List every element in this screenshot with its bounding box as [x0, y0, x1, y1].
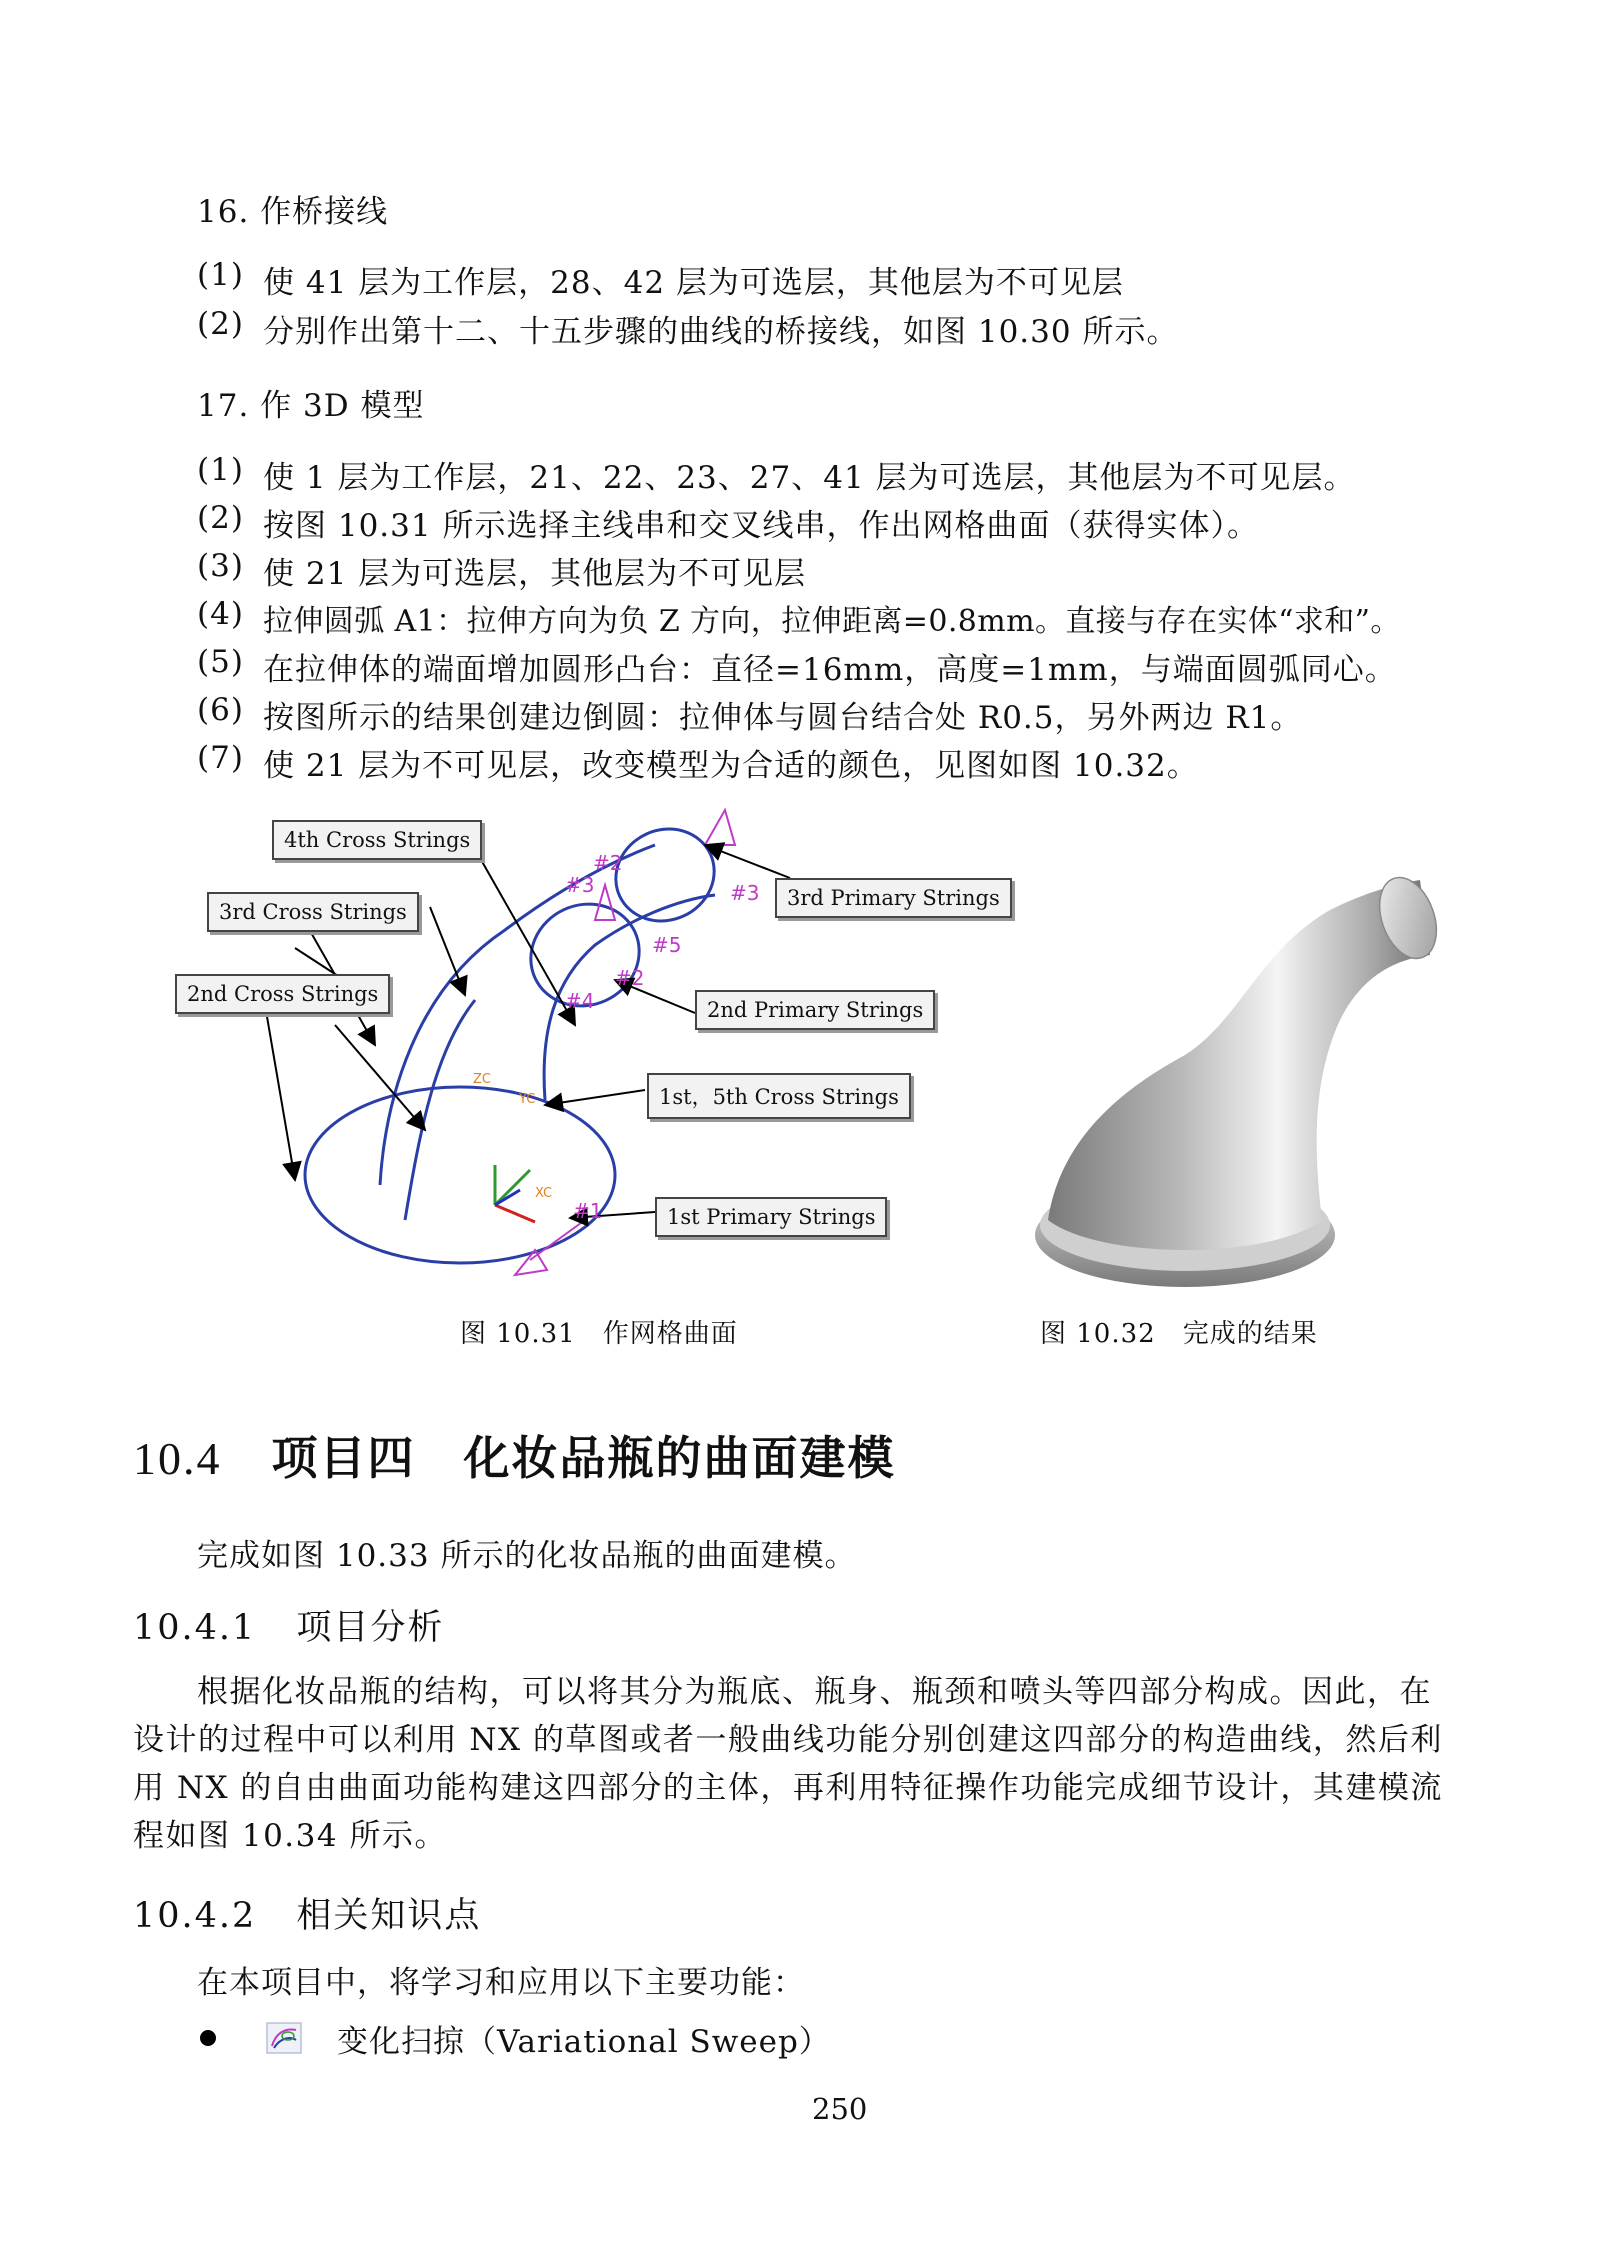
step-17-item-6-num: (6): [197, 692, 244, 728]
callout-4th-cross-strings: 4th Cross Strings: [272, 820, 482, 860]
step-16-item-1-text: 使 41 层为工作层，28、42 层为可选层，其他层为不可见层: [263, 265, 1124, 301]
mark-3: #3: [565, 873, 595, 897]
subsection-10-4-1: [133, 1600, 444, 1650]
subsection-title: 项目分析: [296, 1608, 445, 1648]
step-17-item-4-text: 拉伸圆弧 A1：拉伸方向为负 Z 方向，拉伸距离=0.8mm。直接与存在实体“求和”。: [263, 604, 1401, 639]
step-17-item-3-text: 使 21 层为可选层，其他层为不可见层: [263, 556, 807, 592]
step-17-item-6-text: 按图所示的结果创建边倒圆：拉伸体与圆台结合处 R0.5，另外两边 R1。: [263, 700, 1303, 736]
figure-10-31: [175, 800, 1000, 1290]
top-ellipse-curve: [601, 813, 730, 937]
analysis-line-2: 设计的过程中可以利用 NX 的草图或者一般曲线功能分别创建这四部分的构造曲线，然后利: [133, 1722, 1443, 1758]
step-17-item-7-text: 使 21 层为不可见层，改变模型为合适的颜色，见图如图 10.32。: [263, 748, 1199, 784]
zc-label: ZC: [473, 1072, 491, 1087]
direction-arrow-bottom: [515, 1250, 547, 1275]
section-number: 10.4: [133, 1433, 222, 1484]
section-heading: [133, 1422, 896, 1488]
analysis-line-4: 程如图 10.34 所示。: [133, 1818, 447, 1854]
mark-2b: #2: [593, 851, 623, 875]
direction-arrow-top: [705, 810, 735, 845]
step-17-item-5-num: (5): [197, 644, 244, 680]
yc-label: YC: [519, 1092, 536, 1107]
knowledge-intro: 在本项目中，将学习和应用以下主要功能：: [197, 1965, 805, 2001]
step-17-item-2-text: 按图 10.31 所示选择主线串和交叉线串，作出网格曲面（获得实体）。: [263, 508, 1259, 544]
mark-2: #2: [615, 966, 645, 990]
subsection-10-4-2: [133, 1888, 481, 1938]
step-17-item-1-text: 使 1 层为工作层，21、22、23、27、41 层为可选层，其他层为不可见层。: [263, 460, 1356, 496]
xc-axis: [495, 1205, 535, 1222]
step-17-item-1-num: (1): [197, 452, 244, 488]
yc-axis: [495, 1170, 530, 1205]
base-ellipse-curve: [305, 1087, 615, 1263]
variational-sweep-icon: [266, 2022, 302, 2054]
step-16-item-2-text: 分别作出第十二、十五步骤的曲线的桥接线，如图 10.30 所示。: [263, 314, 1179, 350]
mark-4: #4: [565, 989, 595, 1013]
callout-3rd-cross-strings: 3rd Cross Strings: [207, 892, 419, 932]
figure-10-32-caption: 图 10.32 完成的结果: [1040, 1319, 1318, 1349]
callout-2nd-primary-strings: 2nd Primary Strings: [695, 990, 935, 1030]
section-title: 项目四 化妆品瓶的曲面建模: [271, 1431, 896, 1485]
subsection-number: 10.4.1: [133, 1608, 257, 1648]
cross-curve: [405, 1000, 475, 1220]
callout-3rd-primary-strings: 3rd Primary Strings: [775, 878, 1012, 918]
subsection-number: 10.4.2: [133, 1896, 257, 1936]
step-16-item-1-num: (1): [197, 257, 244, 293]
analysis-line-3: 用 NX 的自由曲面功能构建这四部分的主体，再利用特征操作功能完成细节设计，其建模流: [133, 1770, 1443, 1806]
subsection-title: 相关知识点: [296, 1896, 482, 1936]
mark-5: #5: [652, 933, 682, 957]
mark-1: #1: [573, 1199, 603, 1223]
step-17-item-7-num: (7): [197, 740, 244, 776]
analysis-paragraph: [133, 1668, 1493, 1860]
direction-arrow-mid: [595, 885, 615, 920]
bullet-dot: [200, 2030, 216, 2046]
figure-10-31-caption: 图 10.31 作网格曲面: [460, 1319, 738, 1349]
callout-2nd-cross-strings: 2nd Cross Strings: [175, 974, 390, 1014]
step-16-title: 16. 作桥接线: [197, 194, 389, 230]
feature-label: 变化扫掠（Variational Sweep）: [337, 2023, 831, 2060]
step-17-item-4-num: (4): [197, 596, 244, 632]
step-17-item-3-num: (3): [197, 548, 244, 584]
finished-model-render: [1010, 840, 1450, 1310]
mark-3b: #3: [730, 881, 760, 905]
callout-1st-primary-strings: 1st Primary Strings: [655, 1197, 887, 1237]
step-17-item-2-num: (2): [197, 500, 244, 536]
feature-list-item: [200, 2018, 831, 2058]
page-number: 250: [812, 2092, 868, 2126]
analysis-line-1: 根据化妆品瓶的结构，可以将其分为瓶底、瓶身、瓶颈和喷头等四部分构成。因此，在: [197, 1674, 1432, 1710]
step-17-title: 17. 作 3D 模型: [197, 388, 425, 424]
figure-10-32: [1010, 840, 1450, 1310]
step-16-item-2-num: (2): [197, 306, 244, 342]
xc-label: XC: [535, 1186, 553, 1201]
callout-1st-5th-cross-strings: 1st，5th Cross Strings: [647, 1073, 911, 1119]
step-17-item-5-text: 在拉伸体的端面增加圆形凸台：直径=16mm，高度=1mm，与端面圆弧同心。: [263, 652, 1397, 688]
intro-paragraph: 完成如图 10.33 所示的化妆品瓶的曲面建模。: [197, 1538, 857, 1574]
